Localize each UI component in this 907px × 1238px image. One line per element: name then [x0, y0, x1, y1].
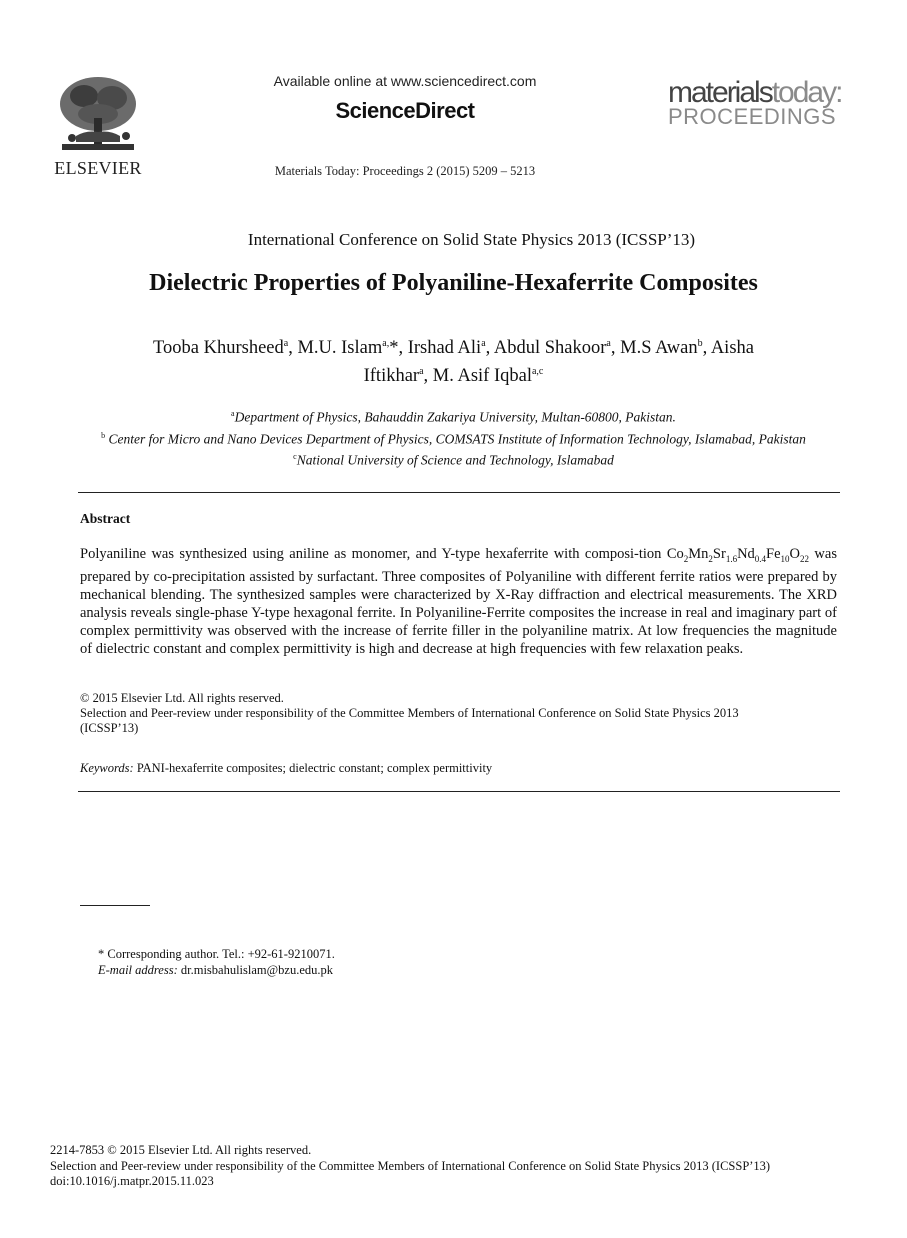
- available-online-text[interactable]: Available online at www.sciencedirect.com: [273, 73, 537, 89]
- footer-peer-review: Selection and Peer-review under responsibility of the Committee Members of International Conference on Solid State Physics 2013 (ICSSP’13): [50, 1158, 771, 1173]
- author: M.S Awan: [620, 338, 698, 359]
- author-list: Tooba Khursheed$^a$, M.U. Islam$^{a,}$*, Irshad Ali$^a$, Abdul Shakoor$^a$, M.S Awan$^b$, Aisha Iftikhar$^a$, M. Asif Iqbal$^{a,c}$: [153, 338, 754, 387]
- author: Tooba Khursheed: [153, 338, 284, 359]
- peer-review-line: Selection and Peer-review under responsibility of the Committee Members of International Conference on Solid State Physics 2013 (ICSSP’13): [80, 706, 739, 735]
- affiliations: [80, 405, 827, 470]
- elsevier-logo: [48, 74, 158, 179]
- materials-today-logo: [668, 78, 868, 128]
- keywords-text: PANI-hexaferrite composites; dielectric constant; complex permittivity: [133, 761, 493, 775]
- copyright-line: © 2015 Elsevier Ltd. All rights reserved.: [80, 691, 284, 705]
- elsevier-wordmark: ELSEVIER: [54, 158, 142, 178]
- page-footer: [50, 1143, 870, 1190]
- journal-citation: Materials Today: Proceedings 2 (2015) 5209 – 5213: [274, 164, 536, 178]
- footnote-rule: [80, 905, 150, 906]
- author: Aisha: [710, 338, 754, 359]
- affiliation-b: $^b$ Center for Micro and Nano Devices Department of Physics, COMSATS Institute of Information Technology, Islamabad, Pakistan: [101, 430, 806, 446]
- author: M. Asif Iqbal: [432, 366, 532, 387]
- paper-title: Dielectric Properties of Polyaniline-Hexaferrite Composites: [149, 270, 758, 296]
- keywords: [80, 761, 492, 776]
- affiliation-a: $^a$Department of Physics, Bahauddin Zakariya University, Multan-60800, Pakistan.: [231, 409, 676, 425]
- email-link[interactable]: dr.misbahulislam@bzu.edu.pk: [177, 963, 333, 977]
- mt-logo-line2: PROCEEDINGS: [668, 104, 837, 129]
- mt-logo-line1: materialstoday:: [668, 76, 842, 109]
- conference-name: International Conference on Solid State Physics 2013 (ICSSP’13): [247, 230, 696, 249]
- divider-top: [78, 492, 840, 493]
- author: Abdul Shakoor: [493, 338, 607, 359]
- divider-bottom: [78, 791, 840, 792]
- author: M.U. Islam: [297, 338, 383, 359]
- email-line: E-mail address: dr.misbahulislam@bzu.edu.pk: [98, 963, 333, 977]
- chemical-formula: $Co_2Mn_2Sr_{1.6}Nd_{0.4}Fe_{10}O_{22}$: [666, 546, 810, 564]
- footnote: [98, 946, 335, 978]
- sciencedirect-brand: ScienceDirect: [335, 98, 475, 123]
- author: Irshad Ali: [407, 338, 482, 359]
- doi-link[interactable]: doi:10.1016/j.matpr.2015.11.023: [50, 1174, 214, 1188]
- keywords-label: Keywords:: [80, 761, 134, 775]
- author: Iftikhar: [363, 366, 420, 387]
- abstract-heading: Abstract: [80, 511, 131, 526]
- elsevier-tree-icon: [56, 74, 140, 154]
- affiliation-c: $^c$National University of Science and Technology, Islamabad: [293, 452, 614, 468]
- corresponding-author: * Corresponding author. Tel.: +92-61-9210071.: [98, 947, 335, 961]
- abstract-body: Polyaniline was synthesized using aniline as monomer, and Y-type hexaferrite with composi-tion $Co_2Mn_2Sr_{1.6}Nd_{0.4}Fe_{10}O_{22}$ was prepared by co-precipitation assisted by surfactant. Three composites of Polyaniline with different ferrite ratios were prepared by mechanical blending. The synthesized samples were characterized by X-Ray diffraction and electrical measurements. The XRD analysis reveals single-phase Y-type hexagonal ferrite. In Polyaniline-Ferrite composites the increase in real and imaginary part of complex permittivity was observed with the increase of ferrite filler in the polyaniline matrix. At low frequencies the magnitude of dielectric constant and complex permittivity is high and decrease at high frequencies with few relaxation peaks.: [80, 546, 837, 657]
- issn-line: 2214-7853 © 2015 Elsevier Ltd. All rights reserved.: [50, 1143, 312, 1157]
- copyright-notice: [80, 691, 800, 736]
